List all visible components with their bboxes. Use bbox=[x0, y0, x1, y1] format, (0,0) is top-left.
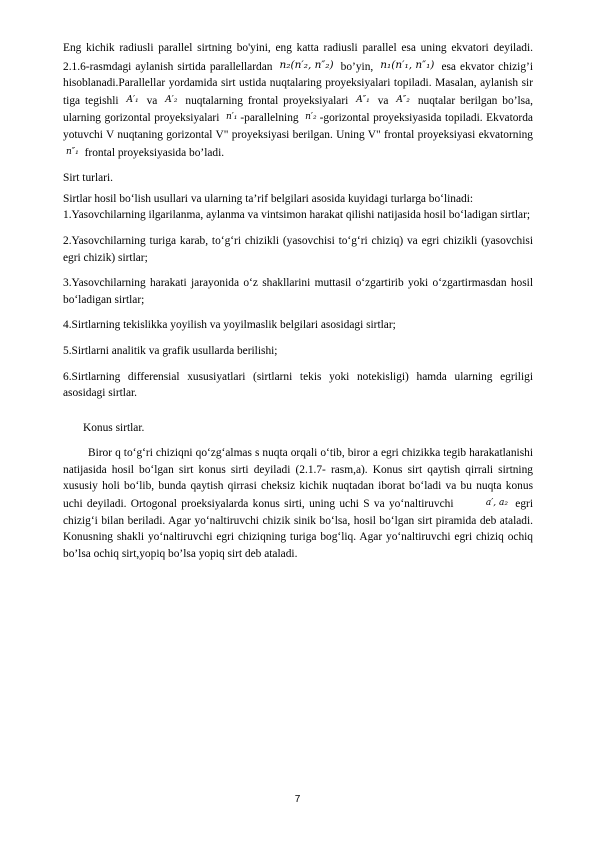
types-item-4: 4.Sirtlarning tekislikka yoyilish va yoyilmaslik belgilari asosidagi sirtlar; bbox=[63, 319, 396, 332]
types-intro: Sirtlar hosil bo‘lish usullari va ularning ta’rif belgilari asosida kuyidagi turlarga bo‘linadi: bbox=[63, 192, 474, 205]
formula-n2: n₂(n′₂, n″₂) bbox=[279, 58, 334, 71]
document-page bbox=[63, 40, 533, 562]
intro-text-10: frontal proyeksiyasida bo’ladi. bbox=[84, 146, 225, 159]
intro-text-2: bo’yin, bbox=[340, 60, 374, 73]
intro-text-5: nuqtalarning frontal proyeksiyalari bbox=[185, 94, 349, 107]
formula-a-directrix: a′, a₂ bbox=[485, 498, 508, 509]
types-item-5: 5.Sirtlarni analitik va grafik usullarda berilishi; bbox=[63, 344, 278, 357]
formula-n2-horizontal: n′₂ bbox=[305, 112, 317, 123]
formula-n1: n₁(n′₁, n″₁) bbox=[380, 58, 435, 71]
intro-text-7: nuqtalar berilgan bo’lsa, ularning gorizontal proyeksiyalari bbox=[63, 94, 533, 125]
types-item-6: 6.Sirtlarning differensial xususiyatlari (sirtlarni tekis yoki notekisligi) hamda ularning egriligi asosidagi sirtlar. bbox=[63, 370, 533, 400]
intro-text-9: -gorizontal proyeksiyasida topiladi. Ekvatorda yotuvchi V nuqtaning gorizontal V" proyeksiyasi berilgan. Uning V" frontal proyeksiyasi ekvatorning bbox=[63, 112, 533, 141]
intro-text-4: va bbox=[146, 94, 158, 107]
types-item-3: 3.Yasovchilarning harakati jarayonida o‘z shakllarini muttasil o‘zgartirib yoki o‘zgartirmasdan hosil bo‘ladigan sirtlar; bbox=[63, 277, 533, 306]
intro-text-6: va bbox=[377, 94, 389, 107]
intro-text-3: esa ekvator chizig’i hisoblanadi.Parallellar yordamida sirt ustida nuqtalaring proyeksiyalari topiladi. Masalan, aylanish sir tiga tegishli bbox=[63, 60, 533, 107]
formula-a1-horizontal: A′₁ bbox=[126, 94, 139, 105]
cone-text-2: egri chizig‘i bilan beriladi. Agar yo‘naltiruvchi chizik sinik bo‘lsa, hosil bo‘lgan sirt piramida deb ataladi. Konusning shakli yo‘naltiruvchi egri chiziqning turiga bog‘liq. Agar yo‘naltiruvchi egri chiziq ochiq bo’lsa ochiq sirt,yopiq bo’lsa yopiq sirt deb ataladi. bbox=[63, 498, 533, 560]
cone-paragraph bbox=[63, 445, 533, 562]
page-number: 7 bbox=[294, 794, 301, 805]
intro-text-1: Eng kichik radiusli parallel sirtning bo'yini, eng katta radiusli parallel esa uning ekvatori deyiladi. 2.1.6-rasmdagi aylanish sirtida parallellardan bbox=[63, 42, 533, 73]
formula-a2-frontal: A″₂ bbox=[396, 94, 410, 105]
formula-n1-horizontal: n′₁ bbox=[225, 112, 238, 123]
cone-text-1: Biror q to‘g‘ri chiziqni qo‘zg‘almas s nuqta orqali o‘tib, biror a egri chizikka tegib harakatlanishi natijasida hosil bo‘lgan sirt konus sirti deyiladi (2.1.7- rasm,a). Konus sirt qaytish qirrali sirtning xususiy holi bo‘lib, bunda qaytish qirrasi cheksiz kichik nuqtadan iborat bo‘ladi va bu nuqta konus uchi deyiladi. Ortogonal proeksiyalarda konus sirti, uning uchi S va yo‘naltiruvchi bbox=[63, 447, 533, 511]
formula-a2-horizontal: A′₂ bbox=[165, 94, 178, 105]
formula-a1-frontal: A″₁ bbox=[356, 94, 370, 105]
formula-n1-frontal: n″₁ bbox=[66, 146, 79, 157]
intro-paragraph bbox=[63, 40, 533, 161]
intro-text-8: -parallelning bbox=[240, 112, 299, 125]
cone-heading: Konus sirtlar. bbox=[83, 421, 145, 434]
types-item-1: 1.Yasovchilarning ilgarilanma, aylanma va vintsimon harakat qilishi natijasida hosil bo‘ladigan sirtlar; bbox=[63, 209, 531, 222]
types-item-2: 2.Yasovchilarning turiga karab, to‘g‘ri chizikli (yasovchisi to‘g‘ri chiziq) va egri chizikli (yasovchisi egri chizik) sirtlar; bbox=[63, 234, 533, 264]
types-heading: Sirt turlari. bbox=[63, 172, 113, 185]
